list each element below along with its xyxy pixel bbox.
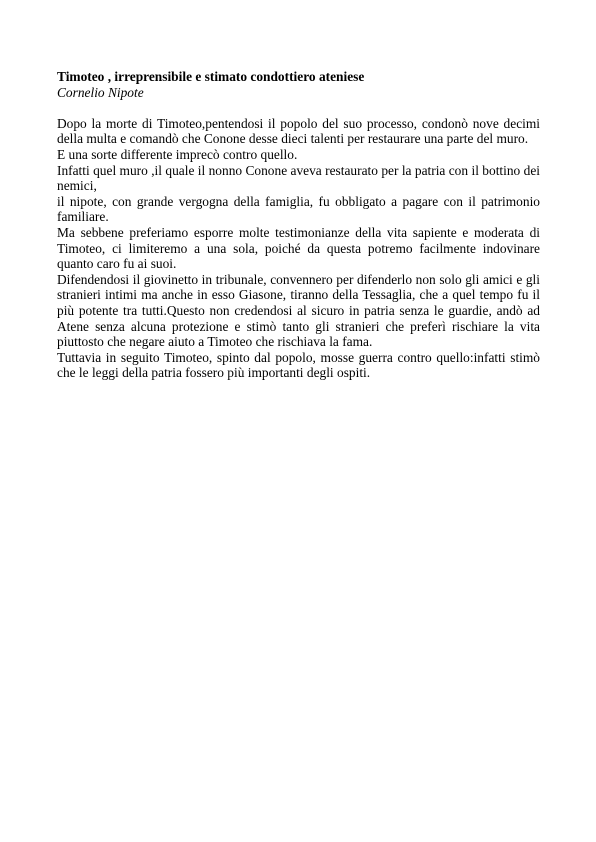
paragraph: Ma sebbene preferiamo esporre molte testimonianze della vita sapiente e moderata di Timoteo, ci limiteremo a una sola, poiché da questa potremo facilmente indovinare quanto caro fu ai suoi. [57, 224, 540, 272]
paragraph: E una sorte differente imprecò contro quello. [57, 146, 298, 162]
paragraph: Tuttavia in seguito Timoteo, spinto dal popolo, mosse guerra contro quello:infatti stimò che le leggi della patria fossero più importanti degli ospiti. [57, 349, 540, 381]
paragraph: Infatti quel muro ,il quale il nonno Conone aveva restaurato per la patria con il bottino dei nemici, [57, 162, 540, 194]
paragraph: il nipote, con grande vergogna della famiglia, fu obbligato a pagare con il patrimonio familiare. [57, 193, 540, 225]
paragraph: Dopo la morte di Timoteo,pentendosi il popolo del suo processo, condonò nove decimi della multa e comandò che Conone desse dieci talenti per restaurare una parte del muro. [57, 115, 540, 147]
document-title: Timoteo , irreprensibile e stimato condottiero ateniese [57, 69, 365, 84]
paragraph: Difendendosi il giovinetto in tribunale, convennero per difenderlo non solo gli amici e gli stranieri intimi ma anche in esso Giasone, tiranno della Tessaglia, che a quel tempo fu il più potente tra tutti.Questo non credendosi al sicuro in patria senza le guardie, andò ad Atene senza alcuna protezione e stimò tanto gli stranieri che preferì rischiare la vita piuttosto che negare aiuto a Timoteo che rischiava la fama. [57, 271, 540, 350]
document-page [57, 69, 540, 381]
document-author: Cornelio Nipote [57, 84, 144, 100]
